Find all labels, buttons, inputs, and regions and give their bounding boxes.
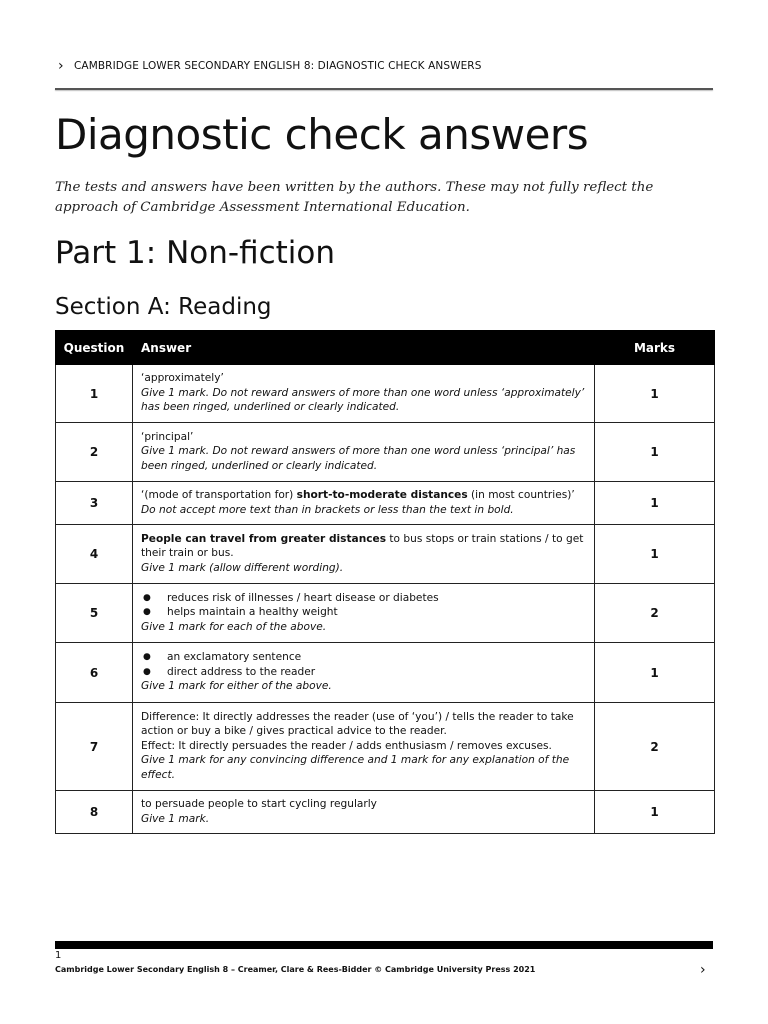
question-column-header: Question: [56, 331, 133, 365]
section-heading: Section A: Reading: [55, 294, 272, 320]
running-title: CAMBRIDGE LOWER SECONDARY ENGLISH 8: DIAGNOSTIC CHECK ANSWERS: [74, 60, 482, 72]
marking-guidance: Give 1 mark (allow different wording).: [141, 561, 344, 574]
answer-text-plain: ‘(mode of transportation for): [141, 488, 297, 501]
chevron-right-icon: ›: [700, 962, 706, 978]
marks-value: 2: [595, 584, 715, 643]
answers-table: [55, 330, 715, 834]
table-row: [56, 365, 715, 423]
question-number: 3: [56, 482, 133, 525]
marks-value: 1: [595, 482, 715, 525]
answer-text: [141, 488, 586, 503]
marking-guidance: Give 1 mark.: [141, 812, 210, 825]
marks-value: 1: [595, 365, 715, 423]
question-number: 2: [56, 423, 133, 482]
list-item: ● helps maintain a healthy weight: [141, 605, 586, 620]
answer-cell: [133, 525, 595, 584]
marking-guidance: Do not accept more text than in brackets or less than the text in bold.: [141, 503, 514, 516]
answer-cell: [133, 482, 595, 525]
marks-value: 1: [595, 423, 715, 482]
answer-cell: [133, 365, 595, 423]
answer-text-bold: short-to-moderate distances: [296, 488, 468, 501]
list-item: ● reduces risk of illnesses / heart disease or diabetes: [141, 591, 586, 606]
marking-guidance: Give 1 mark. Do not reward answers of more than one word unless ‘principal’ has been ringed, underlined or clearly indicated.: [141, 445, 576, 472]
answer-cell: [133, 703, 595, 791]
disclaimer-text: The tests and answers have been written by the authors. These may not fully reflect the approach of Cambridge Assessment International Education.: [55, 180, 654, 215]
footer-credit: Cambridge Lower Secondary English 8 – Creamer, Clare & Rees-Bidder © Cambridge University Press 2021: [55, 965, 536, 974]
answer-text: Effect: It directly persuades the reader / adds enthusiasm / removes excuses.: [141, 739, 552, 752]
table-row: [56, 423, 715, 482]
answer-cell: [133, 791, 595, 834]
marks-value: 1: [595, 525, 715, 584]
answer-text-plain: to bus stops or train stations / to get their train or bus.: [141, 532, 584, 560]
answer-text: [141, 532, 586, 561]
list-item: ● an exclamatory sentence: [141, 650, 586, 665]
answer-text-plain: (in most countries)’: [467, 488, 575, 501]
question-number: 5: [56, 584, 133, 643]
marking-guidance: Give 1 mark for any convincing difference and 1 mark for any explanation of the effect.: [141, 754, 570, 781]
marks-value: 1: [595, 791, 715, 834]
question-number: 1: [56, 365, 133, 423]
table-row: [56, 584, 715, 643]
answer-text: to persuade people to start cycling regularly: [141, 797, 377, 810]
chevron-right-icon: ›: [58, 58, 64, 74]
part-heading: Part 1: Non-fiction: [55, 235, 336, 271]
list-item: ● direct address to the reader: [141, 665, 586, 680]
marking-guidance: Give 1 mark. Do not reward answers of more than one word unless ‘approximately’ has been ringed, underlined or clearly indicated.: [141, 386, 585, 414]
answer-text: ‘approximately’: [141, 372, 224, 385]
header-rule: [55, 88, 713, 90]
table-row: [56, 643, 715, 703]
answer-text: ‘principal’: [141, 430, 194, 443]
answer-cell: [133, 423, 595, 482]
question-number: 4: [56, 525, 133, 584]
answer-bullet-list: [141, 591, 586, 620]
marking-guidance: Give 1 mark for each of the above.: [141, 620, 327, 633]
page-title: Diagnostic check answers: [55, 110, 589, 159]
marks-value: 2: [595, 703, 715, 791]
answer-text: Difference: It directly addresses the reader (use of ‘you’) / tells the reader to take action or buy a bike / gives practical advice to the reader.: [141, 710, 574, 738]
table-header-row: [56, 331, 715, 365]
question-number: 7: [56, 703, 133, 791]
running-header: [56, 58, 713, 74]
marks-value: 1: [595, 643, 715, 703]
answer-bullet-list: [141, 650, 586, 679]
question-number: 6: [56, 643, 133, 703]
answer-cell: [133, 584, 595, 643]
table-row: [56, 482, 715, 525]
marks-column-header: Marks: [595, 331, 715, 365]
table-row: [56, 525, 715, 584]
table-row: [56, 703, 715, 791]
marking-guidance: Give 1 mark for either of the above.: [141, 680, 332, 693]
page-number: 1: [55, 950, 62, 961]
question-number: 8: [56, 791, 133, 834]
answer-column-header: Answer: [133, 331, 595, 365]
table-row: [56, 791, 715, 834]
answer-cell: [133, 643, 595, 703]
answer-text-bold: People can travel from greater distances: [141, 532, 387, 545]
footer-rule: [55, 941, 713, 949]
